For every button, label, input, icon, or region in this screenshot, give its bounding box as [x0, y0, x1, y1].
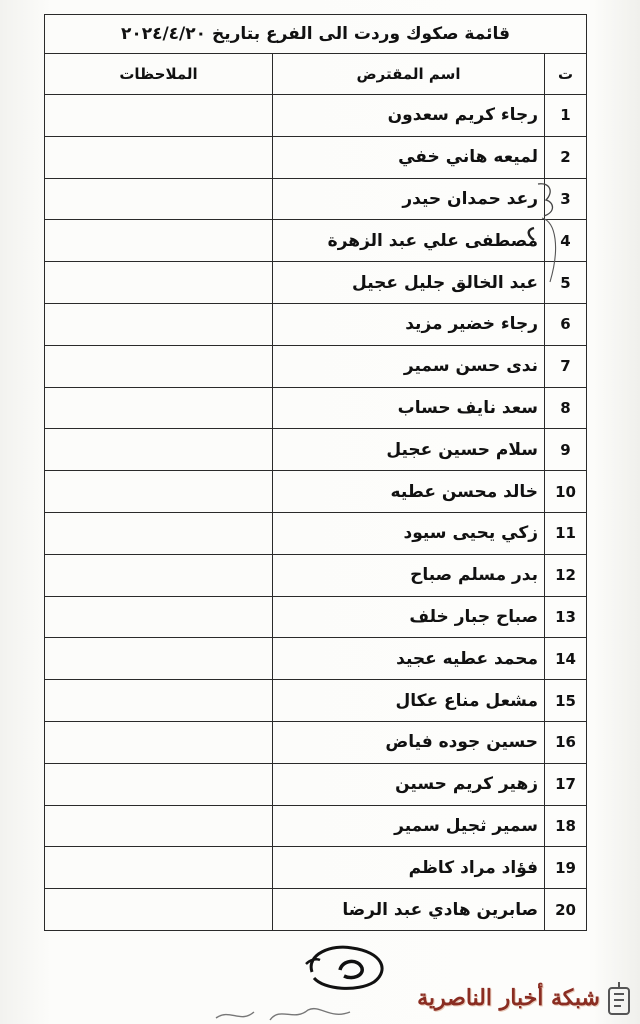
table-title-row [45, 15, 587, 54]
borrower-name-cell: سعد نايف حساب [273, 387, 545, 429]
header-number: ت [545, 54, 587, 95]
news-network-logo-icon [606, 980, 632, 1016]
table-row [45, 889, 587, 931]
table-row [45, 847, 587, 889]
borrower-name-cell: رجاء كريم سعدون [273, 95, 545, 137]
row-number-cell: 13 [545, 596, 587, 638]
table-row [45, 763, 587, 805]
borrower-name-cell: عبد الخالق جليل عجيل [273, 262, 545, 304]
notes-cell [45, 262, 273, 304]
notes-cell [45, 638, 273, 680]
row-number-cell: 1 [545, 95, 587, 137]
table-row [45, 345, 587, 387]
row-number-cell: 20 [545, 889, 587, 931]
borrower-name-cell: رجاء خضير مزيد [273, 303, 545, 345]
row-number-cell: 18 [545, 805, 587, 847]
notes-cell [45, 805, 273, 847]
row-number-cell: 10 [545, 471, 587, 513]
row-number-cell: 4 [545, 220, 587, 262]
table-row [45, 387, 587, 429]
notes-cell [45, 763, 273, 805]
row-number-cell: 8 [545, 387, 587, 429]
notes-cell [45, 680, 273, 722]
table-row [45, 136, 587, 178]
notes-cell [45, 596, 273, 638]
borrower-name-cell: خالد محسن عطيه [273, 471, 545, 513]
notes-cell [45, 429, 273, 471]
row-number-cell: 16 [545, 721, 587, 763]
borrower-name-cell: حسين جوده فياض [273, 721, 545, 763]
borrower-name-cell: محمد عطيه عجيد [273, 638, 545, 680]
row-number-cell: 7 [545, 345, 587, 387]
notes-cell [45, 889, 273, 931]
notes-cell [45, 471, 273, 513]
row-number-cell: 11 [545, 512, 587, 554]
row-number-cell: 12 [545, 554, 587, 596]
borrower-name-cell: مشعل مناع عكال [273, 680, 545, 722]
watermark-text: شبكة أخبار الناصرية [417, 985, 600, 1011]
table-row [45, 512, 587, 554]
notes-cell [45, 220, 273, 262]
table-row [45, 680, 587, 722]
table-row [45, 721, 587, 763]
handwritten-tick-mark [520, 178, 576, 290]
notes-cell [45, 721, 273, 763]
table-row [45, 638, 587, 680]
table-row [45, 303, 587, 345]
notes-cell [45, 512, 273, 554]
table-header-row [45, 54, 587, 95]
row-number-cell: 6 [545, 303, 587, 345]
borrower-name-cell: زهير كريم حسين [273, 763, 545, 805]
borrower-name-cell: ندى حسن سمير [273, 345, 545, 387]
table-row [45, 262, 587, 304]
handwritten-page-number-mark [302, 940, 394, 994]
row-number-cell: 3 [545, 178, 587, 220]
row-number-cell: 9 [545, 429, 587, 471]
row-number-cell: 15 [545, 680, 587, 722]
row-number-cell: 14 [545, 638, 587, 680]
table-row [45, 95, 587, 137]
borrower-name-cell: بدر مسلم صباح [273, 554, 545, 596]
borrower-name-cell: رعد حمدان حيدر [273, 178, 545, 220]
table-row [45, 220, 587, 262]
borrower-name-cell: سمير ثجيل سمير [273, 805, 545, 847]
notes-cell [45, 178, 273, 220]
watermark [417, 980, 632, 1016]
notes-cell [45, 847, 273, 889]
table-row [45, 178, 587, 220]
table-row [45, 471, 587, 513]
borrower-name-cell: فؤاد مراد كاظم [273, 847, 545, 889]
row-number-cell: 5 [545, 262, 587, 304]
row-number-cell: 2 [545, 136, 587, 178]
borrower-name-cell: زكي يحيى سيود [273, 512, 545, 554]
borrower-name-cell: صباح جبار خلف [273, 596, 545, 638]
document-title: قائمة صكوك وردت الى الفرع بتاريخ ٢٠٢٤/٤/٢٠ [45, 15, 587, 54]
notes-cell [45, 136, 273, 178]
loan-deeds-table [44, 14, 587, 931]
table-row [45, 554, 587, 596]
header-borrower-name: اسم المقترض [273, 54, 545, 95]
notes-cell [45, 303, 273, 345]
table-body [45, 95, 587, 931]
notes-cell [45, 345, 273, 387]
notes-cell [45, 95, 273, 137]
borrower-name-cell: صابرين هادي عبد الرضا [273, 889, 545, 931]
notes-cell [45, 387, 273, 429]
header-notes: الملاحظات [45, 54, 273, 95]
table-row [45, 596, 587, 638]
notes-cell [45, 554, 273, 596]
row-number-cell: 19 [545, 847, 587, 889]
table-row [45, 429, 587, 471]
borrower-name-cell: سلام حسين عجيل [273, 429, 545, 471]
handwritten-scribble [210, 998, 370, 1024]
borrower-name-cell: مصطفى علي عبد الزهرة [273, 220, 545, 262]
table-row [45, 805, 587, 847]
row-number-cell: 17 [545, 763, 587, 805]
borrower-name-cell: لميعه هاني خفي [273, 136, 545, 178]
